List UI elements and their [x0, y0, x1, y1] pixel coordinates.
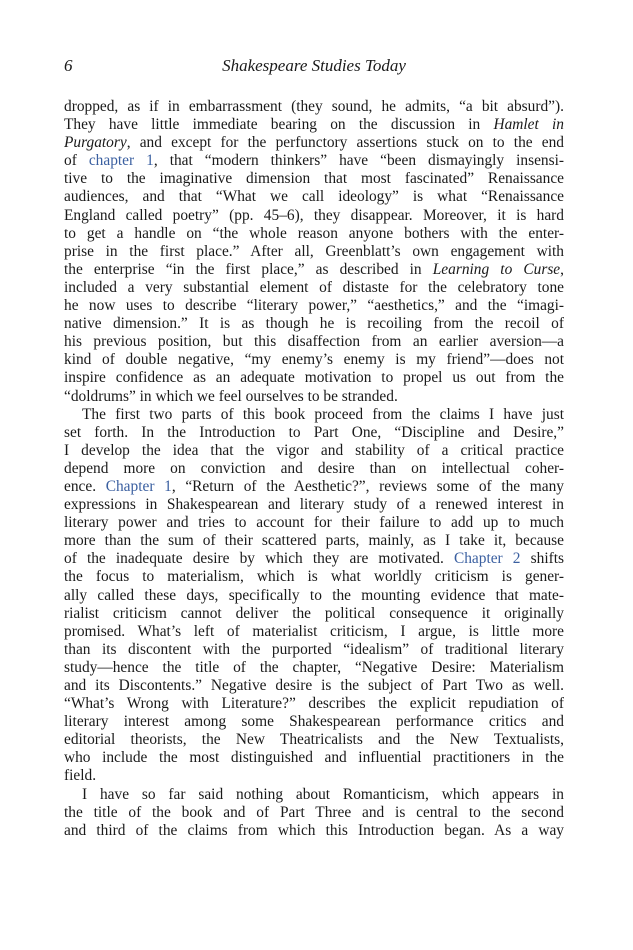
text-line [64, 279, 564, 297]
text-segment: “doldrums” in which we feel ourselves to be stranded. [64, 387, 398, 405]
text-segment: who include the most distinguished and influential practitioners in the [64, 749, 564, 767]
text-line [64, 749, 564, 767]
text-segment: England called poetry” (pp. 45–6), they disappear. Moreover, it is hard [64, 206, 564, 224]
chapter-link[interactable]: Chapter 1 [105, 477, 172, 495]
text-segment: he now uses to describe “literary power,” “aesthetics,” and the “imagi- [64, 297, 564, 315]
text-segment: the title of the book and of Part Three and is central to the second [64, 803, 564, 821]
text-line [64, 225, 564, 243]
text-line [64, 713, 564, 731]
text-segment: literary interest among some Shakespearean performance critics and [64, 713, 564, 731]
text-line [64, 659, 564, 677]
text-segment: ally called these days, specifically to the mounting evidence that mate- [64, 586, 564, 604]
page-number: 6 [64, 56, 73, 75]
text-segment: set forth. In the Introduction to Part One, “Discipline and Desire,” [64, 423, 564, 441]
text-segment: ence. [64, 477, 106, 495]
text-segment: depend more on conviction and desire than on intellectual coher- [64, 459, 564, 477]
text-line [64, 822, 564, 840]
text-line [64, 695, 564, 713]
text-line [64, 351, 564, 369]
text-segment: study—hence the title of the chapter, “Negative Desire: Materialism [64, 658, 564, 676]
text-segment: editorial theorists, the New Theatricalists and the New Textualists, [64, 731, 564, 749]
text-segment: , [560, 260, 564, 278]
text-line [64, 207, 564, 225]
text-line [64, 333, 564, 351]
text-segment: of the inadequate desire by which they are motivated. [64, 550, 454, 568]
text-line [64, 406, 564, 424]
text-segment: “What’s Wrong with Literature?” describes the explicit repudiation of [64, 695, 564, 713]
running-head: Shakespeare Studies Today [222, 56, 406, 75]
text-line [64, 315, 564, 333]
text-segment: and its Discontents.” Negative desire is the subject of Part Two as well. [64, 677, 564, 694]
text-line [64, 532, 564, 550]
text-line [64, 731, 564, 749]
text-line [64, 514, 564, 532]
text-segment: of [64, 152, 89, 170]
text-line [64, 134, 564, 152]
text-line [64, 550, 564, 568]
text-segment: and third of the claims from which this Introduction began. As a way [64, 821, 564, 839]
text-line [64, 804, 564, 822]
text-line [64, 152, 564, 170]
page-header [64, 56, 564, 76]
text-line [64, 605, 564, 623]
text-line [64, 677, 564, 695]
text-segment: dropped, as if in embarrassment (they sound, he admits, “a bit absurd”). [64, 98, 564, 115]
text-segment: included a very substantial element of distaste for the celebratory tone [64, 278, 564, 296]
text-segment: promised. What’s left of materialist criticism, I argue, is little more [64, 622, 564, 640]
text-line [64, 424, 564, 442]
text-segment: to get a handle on “the whole reason anyone bothers with the enter- [64, 224, 564, 242]
text-segment: native dimension.” It is as though he is recoiling from the recoil of [64, 315, 564, 333]
text-line [64, 243, 564, 261]
text-segment: shifts [520, 550, 564, 568]
text-line [64, 767, 564, 785]
text-segment: I develop the idea that the vigor and stability of a critical practice [64, 441, 564, 459]
text-segment: expressions in Shakespearean and literary study of a renewed interest in [64, 496, 564, 514]
text-line [64, 442, 564, 460]
text-segment: inspire confidence as an adequate motivation to propel us out from the [64, 369, 564, 387]
text-segment: , and except for the perfunctory assertions stuck on to the end [126, 134, 564, 152]
body-text [64, 98, 564, 840]
text-segment: tive to the imaginative dimension that most fascinated” Renaissance [64, 170, 564, 188]
text-segment: Learning to Curse [432, 260, 561, 278]
text-line [64, 98, 564, 116]
text-line [64, 170, 564, 188]
text-segment: rialist criticism cannot deliver the political consequence it originally [64, 604, 564, 622]
text-segment: more than the sum of their scattered parts, mainly, as I take it, because [64, 532, 564, 550]
text-segment: the enterprise “in the first place,” as described in [64, 260, 433, 278]
text-line [64, 388, 564, 406]
text-segment: They have little immediate bearing on the discussion in [64, 116, 494, 134]
text-segment: audiences, and that “What we call ideology” is what “Renaissance [64, 188, 564, 206]
text-segment: , “Return of the Aesthetic?”, reviews some of the many [171, 477, 564, 495]
text-line [64, 460, 564, 478]
text-segment: field. [64, 767, 97, 785]
text-segment: literary power and tries to account for their failure to add up to much [64, 514, 564, 532]
text-line [64, 188, 564, 206]
text-segment: prise in the first place.” After all, Greenblatt’s own engagement with [64, 242, 564, 260]
text-line [64, 587, 564, 605]
text-line [64, 297, 564, 315]
text-segment: his previous position, but this disaffection from an earlier aversion—a [64, 333, 564, 351]
text-segment: Hamlet in [493, 116, 564, 134]
text-line [64, 623, 564, 641]
text-segment: I have so far said nothing about Romanticism, which appears in [82, 785, 564, 803]
text-line [64, 369, 564, 387]
text-segment: , that “modern thinkers” have “been dismayingly insensi- [153, 152, 564, 170]
text-line [64, 261, 564, 279]
text-line [64, 496, 564, 514]
text-segment: Purgatory [64, 134, 127, 152]
text-segment: The first two parts of this book proceed from the claims I have just [82, 405, 564, 423]
text-line [64, 568, 564, 586]
text-segment: kind of double negative, “my enemy’s enemy is my friend”—does not [64, 351, 564, 369]
chapter-link[interactable]: Chapter 2 [453, 550, 521, 568]
text-segment: than its discontent with the purported “idealism” of traditional literary [64, 640, 564, 658]
text-line [64, 116, 564, 134]
text-line [64, 786, 564, 804]
text-line [64, 478, 564, 496]
chapter-link[interactable]: chapter 1 [88, 152, 154, 170]
text-line [64, 641, 564, 659]
text-segment: the focus to materialism, which is what worldly criticism is gener- [64, 568, 564, 586]
